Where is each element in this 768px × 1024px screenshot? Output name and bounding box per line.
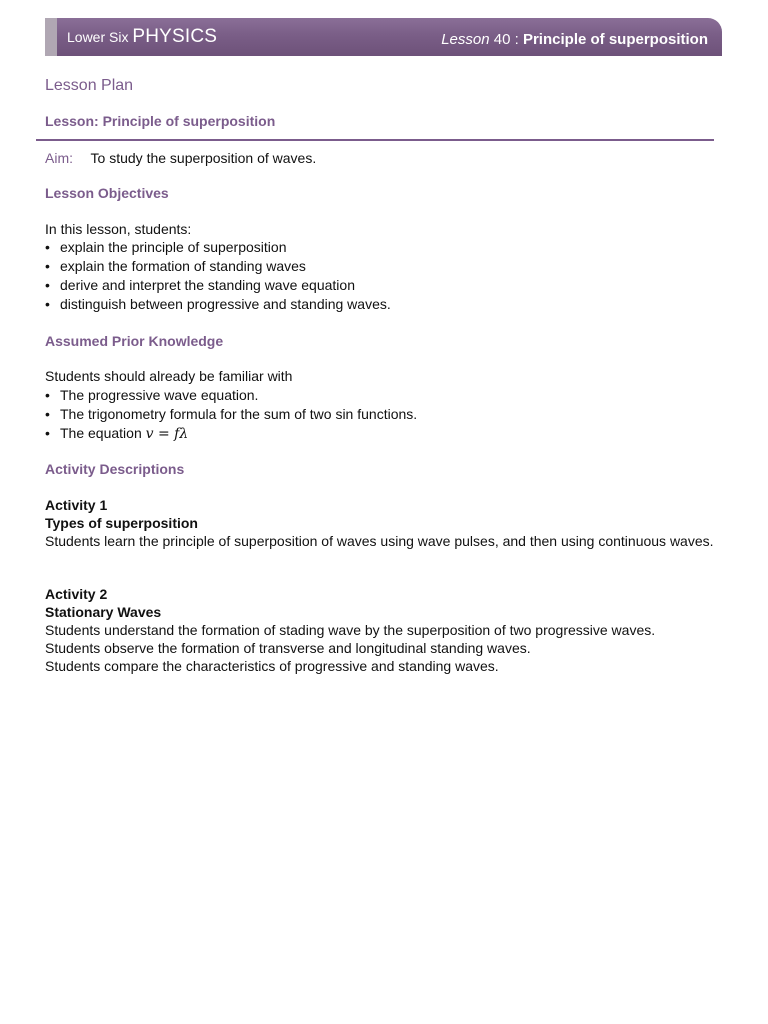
activity-2-number: Activity 2	[45, 586, 108, 602]
activity-2-line: Students compare the characteristics of progressive and standing waves.	[45, 658, 499, 674]
page-title: Lesson Plan	[45, 77, 134, 94]
aim-label: Aim	[45, 150, 70, 166]
lesson-title-header	[441, 31, 708, 48]
activity-2-line: Students understand the formation of stading wave by the superposition of two progressive waves.	[45, 622, 656, 638]
list-item: • The progressive wave equation.	[45, 387, 259, 403]
lesson-title: Principle of superposition	[522, 31, 708, 48]
activity-1-title: Types of superposition	[45, 515, 198, 531]
aim-colon: :	[69, 150, 74, 166]
list-item: • The equation v = fλ	[45, 425, 189, 442]
objectives-intro: In this lesson, students:	[45, 221, 192, 237]
course-name: PHYSICS	[132, 26, 218, 47]
prior-knowledge-heading: Assumed Prior Knowledge	[45, 333, 224, 349]
activity-1-description: Students learn the principle of superposition of waves using wave pulses, and then using continuous waves.	[45, 533, 714, 549]
equation: v = fλ	[145, 426, 189, 442]
list-item: • explain the formation of standing waves	[45, 258, 306, 274]
activity-2-title: Stationary Waves	[45, 604, 162, 620]
course-prefix: Lower Six	[67, 29, 129, 45]
aim-text: To study the superposition of waves.	[90, 150, 317, 166]
list-item: • derive and interpret the standing wave equation	[45, 277, 355, 293]
activities-heading: Activity Descriptions	[45, 461, 185, 477]
prior-knowledge-intro: Students should already be familiar with	[45, 368, 293, 384]
lesson-heading: Lesson: Principle of superposition	[45, 113, 276, 129]
activity-2-line: Students observe the formation of transverse and longitudinal standing waves.	[45, 640, 531, 656]
activity-1-number: Activity 1	[45, 497, 108, 513]
lesson-separator: :	[514, 31, 519, 48]
divider	[36, 139, 714, 141]
lesson-number: 40	[493, 31, 511, 48]
objectives-heading: Lesson Objectives	[45, 185, 169, 201]
header-banner-cap	[45, 18, 57, 56]
aim-row	[45, 150, 316, 166]
list-item: • distinguish between progressive and standing waves.	[45, 296, 391, 312]
lesson-word: Lesson	[441, 31, 490, 48]
list-item: • explain the principle of superposition	[45, 239, 287, 255]
course-title	[67, 26, 217, 48]
list-item: • The trigonometry formula for the sum of two sin functions.	[45, 406, 418, 422]
